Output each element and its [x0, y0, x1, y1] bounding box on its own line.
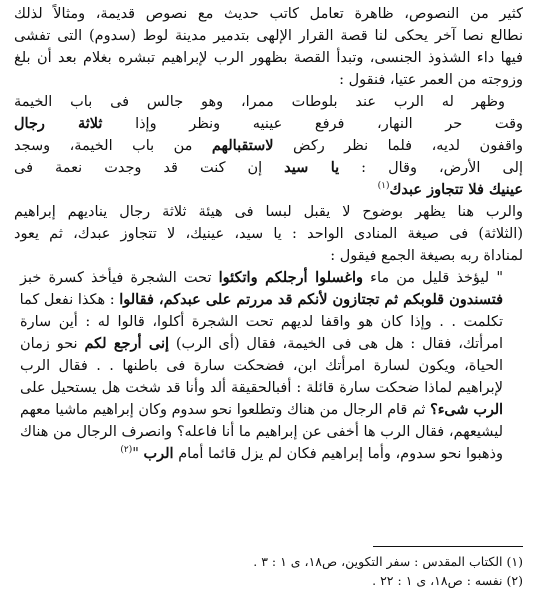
emphasized-text: فتسندون قلوبكم ثم تجتازون لأنكم قد مررتم على عبدكم، فقالوا: [119, 291, 503, 308]
text-line: [14, 421, 523, 443]
emphasized-text: إنى أرجع لكم: [84, 335, 170, 352]
line-text: وذهبوا نحو سدوم، وأما إبراهيم فكان لم يزل قائما أمام: [173, 446, 503, 462]
line-text: وزوجته من العمر عتيا، فنقول :: [339, 72, 523, 88]
line-text: وقت حر النهار، فرفع عينيه ونظر وإذا: [102, 116, 523, 132]
line-text: والرب هنا يظهر بوضوح لا يقبل لبسا فى هيئة ثلاثة رجال يناديهم إبراهيم: [14, 204, 523, 220]
text-line: [14, 355, 523, 377]
emphasized-text: ثلاثة رجال: [14, 115, 103, 132]
line-text: لإبراهيم لماذا ضحكت سارة قائلة : أفبالحقيقة ألد وأنا قد شخت هل يستحيل على: [20, 380, 503, 396]
line-text: تحت الشجرة فيأخذ كسرة خبز: [20, 270, 219, 286]
text-line: [14, 47, 523, 69]
text-line: [14, 3, 523, 25]
line-text: : هكذا نفعل كما: [19, 292, 120, 308]
footnotes: [14, 552, 523, 590]
emphasized-text: واغسلوا أرجلكم واتكئوا: [218, 269, 364, 286]
line-text: كثير من النصوص، ظاهرة تعامل كاتب حديث مع نصوص قديمة، ومثالاً لذلك: [14, 6, 523, 22]
text-line: [14, 201, 523, 223]
emphasized-text: لاستقبالهم: [211, 137, 274, 154]
footnote: (٢) نفسه : ص١٨، ى ١ : ٢٢ .: [372, 573, 523, 588]
text-line: [14, 289, 523, 311]
line-text: الحياة، ويكون لسارة امرأتك ابن، فضحكت سارة فى باطنها . . فقال الرب: [20, 358, 503, 374]
text-line: [14, 333, 523, 355]
text-line: [14, 399, 523, 421]
line-text: فيها داء الشذوذ الجنسى، وتبدأ القصة بظهور الرب لإبراهيم تبشره بغلام بعد أن بلغ: [14, 50, 523, 66]
text-line: [14, 311, 523, 333]
footnote: (١) الكتاب المقدس : سفر التكوين، ص١٨، ى ١ : ٣ .: [253, 554, 523, 569]
text-line: [14, 135, 523, 157]
emphasized-text: عينيك فلا تتجاوز عبدك: [389, 181, 523, 198]
line-text: امرأتك، فقال : هل هى فى الخيمة، فقال (أى الرب): [169, 336, 503, 352]
line-text: نطالع نصا آخر يحكى لنا قصة القرار الإلهى بتدمير مدينة لوط (سدوم) التى تفشى: [14, 28, 523, 44]
line-text: من باب الخيمة، وسجد: [14, 138, 212, 154]
text-line: [14, 91, 523, 113]
text-line: [14, 245, 523, 267]
text-line: [14, 25, 523, 47]
line-text: ثم قام الرجال من هناك وتطلعوا نحو سدوم وكان إبراهيم ماشيا معهم: [20, 402, 431, 418]
emphasized-text: الرب شىء؟: [430, 402, 503, 418]
line-text: واقفون لديه، فلما نظر ركض: [273, 138, 523, 154]
emphasized-text: يا سيد: [284, 159, 340, 176]
line-text: إلى الأرض، وقال :: [339, 160, 523, 176]
text-line: [14, 113, 523, 135]
body-text: [14, 3, 523, 465]
text-line: [14, 377, 523, 399]
line-text: لمناداة ربه بصيغة الجمع فيقول :: [330, 248, 523, 264]
line-text: ليشيعهم، فقال الرب ها أخفى عن إبراهيم ما أنا فاعله؟ وانصرف الرجال من هناك: [20, 424, 503, 440]
line-text: وظهر له الرب عند بلوطات ممرا، وهو جالس فى باب الخيمة: [14, 94, 505, 110]
text-line: [14, 267, 523, 289]
text-line: [14, 443, 523, 465]
footnote-separator: [373, 546, 523, 547]
line-text: نحو زمان: [20, 336, 85, 352]
line-text: (الثلاثة) فى صيغة المنادى الواحد : يا سيد، عينيك، لا تتجاوز عبدك، ثم يعود: [14, 226, 523, 242]
text-line: [14, 157, 523, 179]
text-line: [14, 179, 523, 201]
emphasized-text: الرب: [143, 445, 174, 462]
line-text: " ليؤخذ قليل من ماء: [363, 270, 503, 286]
footnote-marker[interactable]: (١): [377, 181, 390, 192]
footnote-marker[interactable]: (٢): [120, 445, 133, 456]
text-line: [14, 223, 523, 245]
line-text: تكلمت . . وإذا كان هو واقفا لديهم تحت الشجرة أكلوا، قالوا له : أين سارة: [20, 314, 503, 330]
line-text: ": [132, 446, 144, 462]
line-text: إن كنت قد وجدت نعمة فى: [14, 160, 285, 176]
text-line: [14, 69, 523, 91]
